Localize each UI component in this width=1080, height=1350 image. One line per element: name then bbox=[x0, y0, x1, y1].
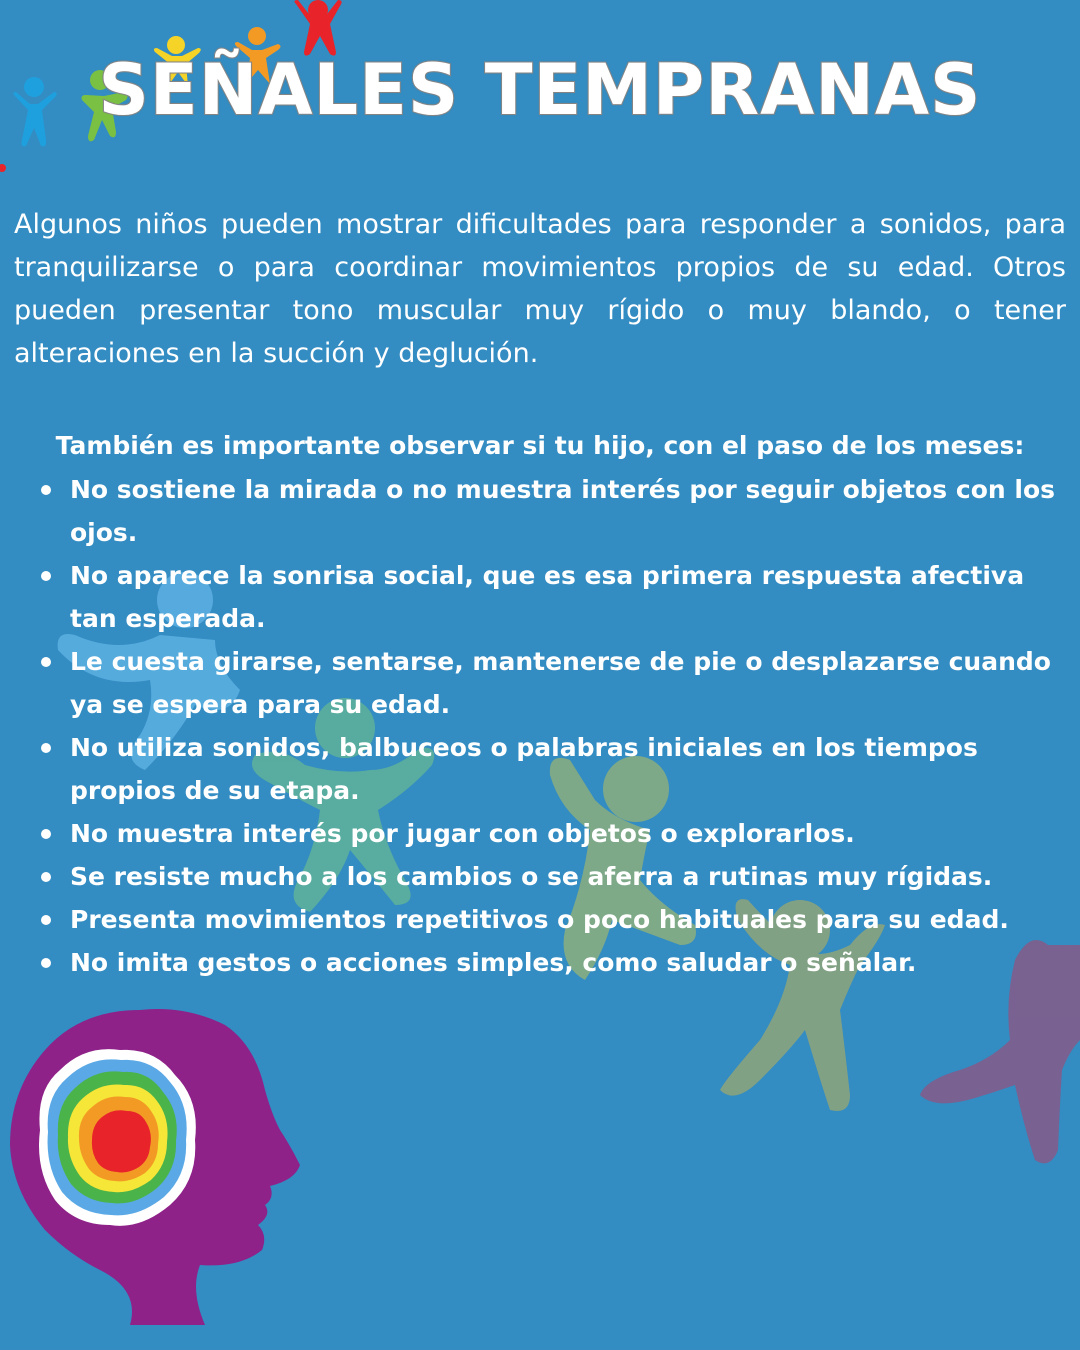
intro-paragraph: Algunos niños pueden mostrar dificultades para responder a sonidos, para tranquilizarse o para coordinar movimientos propios de su edad. Otros pueden presentar tono muscular muy rígido o muy blando, o tener alteraciones en la succión y deglución. bbox=[14, 209, 1066, 369]
list-lead-text: También es importante observar si tu hijo, con el paso de los meses: bbox=[55, 431, 1025, 460]
list-item: No imita gestos o acciones simples, como saludar o señalar. bbox=[0, 941, 1072, 984]
list-item: Le cuesta girarse, sentarse, mantenerse de pie o desplazarse cuando ya se espera para su edad. bbox=[0, 640, 1072, 726]
list-item: No utiliza sonidos, balbuceos o palabras iniciales en los tiempos propios de su etapa. bbox=[0, 726, 1072, 812]
list-item: No muestra interés por jugar con objetos o explorarlos. bbox=[0, 812, 1072, 855]
page-title: SEÑALES TEMPRANAS bbox=[98, 49, 982, 131]
list-item: Se resiste mucho a los cambios o se aferra a rutinas muy rígidas. bbox=[0, 855, 1072, 898]
list-item: Presenta movimientos repetitivos o poco habituales para su edad. bbox=[0, 898, 1072, 941]
list-item: No aparece la sonrisa social, que es esa primera respuesta afectiva tan esperada. bbox=[0, 554, 1072, 640]
child-figure-small-red-icon bbox=[0, 164, 6, 172]
rainbow-head-icon bbox=[10, 1009, 300, 1325]
early-signs-list bbox=[0, 468, 1072, 984]
list-item: No sostiene la mirada o no muestra interés por seguir objetos con los ojos. bbox=[0, 468, 1072, 554]
